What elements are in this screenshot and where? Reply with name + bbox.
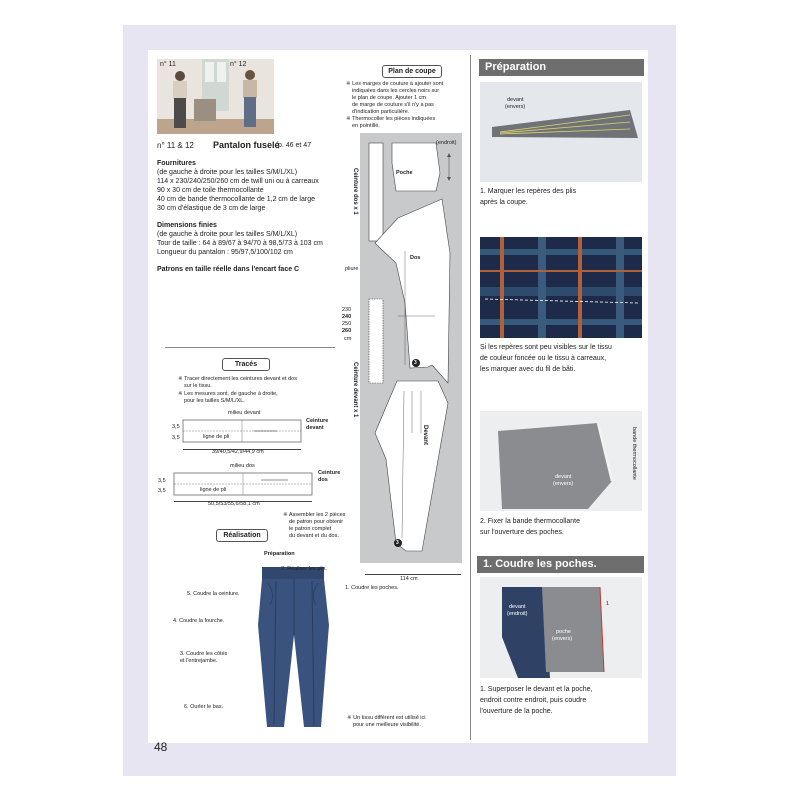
- step1b-text: les marquer avec du fil de bâti.: [480, 366, 576, 373]
- divider: [165, 347, 335, 348]
- bande-thermocollante-label: bande thermocollante: [631, 427, 637, 480]
- realisation-preparation: Préparation: [264, 551, 295, 557]
- length-label: cm: [344, 336, 352, 342]
- step1b-text: de couleur foncée ou le tissu à carreaux,: [480, 355, 607, 362]
- photo-interfacing-tape: [480, 411, 642, 511]
- ceinture-dos-label: Ceinture dos x 1: [352, 168, 358, 215]
- article-numbers: n° 11 & 12: [157, 141, 194, 150]
- pliure-label: pliure: [345, 266, 359, 272]
- photo-marking-pleats: [480, 82, 642, 182]
- photo1-label: devant: [507, 97, 524, 103]
- ligne-de-pli-2: ligne de pli: [200, 487, 227, 493]
- ceinture-dos-drawing: [173, 470, 315, 500]
- cutting-plan-diagram: [360, 133, 462, 573]
- photo-pocket: [480, 577, 642, 678]
- length-label: 240: [342, 314, 352, 320]
- coudre-poches-title: 1. Coudre les poches.: [477, 556, 644, 573]
- realisation-step: 4. Coudre la fourche.: [173, 618, 225, 624]
- height-label: 3,5: [158, 478, 166, 484]
- ceinture-devant-label: Ceinture devant: [306, 418, 329, 431]
- fournitures-line: 30 cm d'élastique de 3 cm de large: [157, 205, 266, 212]
- height-label: 3,5: [172, 424, 180, 430]
- milieu-dos: milieu dos: [230, 463, 255, 469]
- photo4-poche: (envers): [552, 636, 573, 642]
- realisation-step: 6. Ourler le bas.: [184, 704, 224, 710]
- article-title: Pantalon fuselé: [213, 140, 280, 150]
- step2-text: sur l'ouverture des poches.: [480, 529, 564, 536]
- dim-dos: 50,5/53/55,6/58,1 cm: [208, 501, 260, 507]
- dimensions-heading: Dimensions finies: [157, 222, 217, 229]
- trousers-illustration: [254, 565, 334, 733]
- fournitures-line: 90 x 30 cm de toile thermocollante: [157, 187, 264, 194]
- realisation-step: et l'entrejambe.: [180, 658, 218, 664]
- photo-label-n11: n° 11: [160, 61, 176, 68]
- assemble-note: ※ Assembler les 2 pièces: [283, 512, 346, 518]
- photo4-devant: (endroit): [507, 611, 528, 617]
- patrons-note: Patrons en taille réelle dans l'encart face C: [157, 266, 300, 273]
- dimensions-line: (de gauche à droite pour les tailles S/M/L/XL): [157, 231, 298, 238]
- realisation-step: 2. Réaliser les plis.: [281, 566, 328, 572]
- realisation-step: 3. Coudre les côtés: [180, 651, 228, 657]
- photo4-devant: devant: [509, 604, 526, 610]
- assemble-note: de patron pour obtenir: [289, 519, 344, 525]
- traces-note: ※ Tracer directement les ceintures devant et dos: [178, 376, 297, 382]
- plan-note: d'indication particulière.: [352, 109, 410, 115]
- photo4-num: 1: [606, 601, 610, 607]
- realisation-note: ※ Un tissu différent est utilisé ici: [347, 715, 426, 721]
- traces-note: ※ Les mesures sont, de gauche à droite,: [178, 391, 278, 397]
- devant-label: Devant: [422, 425, 428, 446]
- step2-text: 2. Fixer la bande thermocollante: [480, 518, 580, 525]
- fournitures-line: 40 cm de bande thermocollante de 1,2 cm de large: [157, 196, 315, 203]
- plan-de-coupe-label: Plan de coupe: [382, 65, 442, 78]
- height-label: 3,5: [158, 488, 166, 494]
- dim-devant: 39/40,5/42,9/44,9 cm: [212, 449, 264, 455]
- step1b-text: Si les repères sont peu visibles sur le tissu: [480, 344, 612, 351]
- step3-text: l'ouverture de la poche.: [480, 708, 553, 715]
- dimensions-line: Longueur du pantalon : 95/97,5/100/102 cm: [157, 249, 293, 256]
- realisation-step: 1. Coudre les poches.: [345, 585, 399, 591]
- traces-label: Tracés: [222, 358, 270, 371]
- model-photo: [157, 59, 274, 134]
- length-label: 250: [342, 321, 352, 327]
- realisation-label: Réalisation: [216, 529, 268, 542]
- realisation-step: 5. Coudre la ceinture.: [187, 591, 240, 597]
- milieu-devant: milieu devant: [228, 410, 261, 416]
- fournitures-line: (de gauche à droite pour les tailles S/M/L/XL): [157, 169, 298, 176]
- traces-note: pour les tailles S/M/L/XL.: [184, 398, 245, 404]
- photo-plaid-fabric: [480, 237, 642, 338]
- endroit-label: (endroit): [436, 140, 457, 146]
- preparation-title: Préparation: [479, 59, 644, 76]
- plan-note: de marge de couture s'il n'y a pas: [352, 102, 434, 108]
- ligne-de-pli-1: ligne de pli: [203, 434, 230, 440]
- assemble-note: du devant et du dos.: [289, 533, 339, 539]
- fournitures-heading: Fournitures: [157, 160, 196, 167]
- ceinture-devant-label: Ceinture devant x 1: [352, 362, 358, 418]
- dos-label: Dos: [410, 255, 421, 261]
- page-number: 48: [154, 740, 168, 754]
- article-pages: p. 46 et 47: [278, 142, 312, 149]
- plan-note: indiquées dans les cercles noirs sur: [352, 88, 440, 94]
- seam-allowance-b: 3: [396, 540, 399, 546]
- plan-note: en pointillé.: [352, 123, 380, 129]
- step3-text: endroit contre endroit, puis coudre: [480, 697, 587, 704]
- seam-allowance-a: 3: [414, 360, 417, 366]
- poche-label: Poche: [396, 170, 413, 176]
- plan-note: le plan de coupe. Ajouter 1 cm: [352, 95, 426, 101]
- ceinture-dos-label: Ceinture dos: [318, 470, 341, 483]
- step1-text: après la coupe.: [480, 199, 528, 206]
- column-divider: [470, 55, 471, 740]
- length-label: 260: [342, 328, 352, 334]
- dimensions-line: Tour de taille : 64 à 89/67 à 94/70 à 98,5/73 à 103 cm: [157, 240, 323, 247]
- ceinture-devant-drawing: [182, 417, 304, 447]
- fournitures-line: 114 x 230/240/250/260 cm de twill uni ou à carreaux: [157, 178, 319, 185]
- photo-label-n12: n° 12: [230, 61, 247, 68]
- photo3-label: (envers): [553, 481, 574, 487]
- assemble-note: le patron complet: [289, 526, 332, 532]
- step1-text: 1. Marquer les repères des plis: [480, 188, 577, 195]
- photo1-label: (envers): [505, 104, 526, 110]
- length-label: 230: [342, 307, 352, 313]
- height-label: 3,5: [172, 435, 180, 441]
- photo3-label: devant: [555, 474, 572, 480]
- step3-text: 1. Superposer le devant et la poche,: [480, 686, 593, 693]
- width-arrow: [365, 574, 461, 575]
- plan-note: ※ Thermocoller les pièces indiquées: [346, 116, 436, 122]
- plan-note: ※ Les marges de couture à ajouter sont: [346, 81, 444, 87]
- photo4-poche: poche: [556, 629, 571, 635]
- width-label: 114 cm: [400, 576, 418, 582]
- traces-note: sur le tissu.: [184, 383, 212, 389]
- realisation-note: pour une meilleure visibilité.: [353, 722, 421, 728]
